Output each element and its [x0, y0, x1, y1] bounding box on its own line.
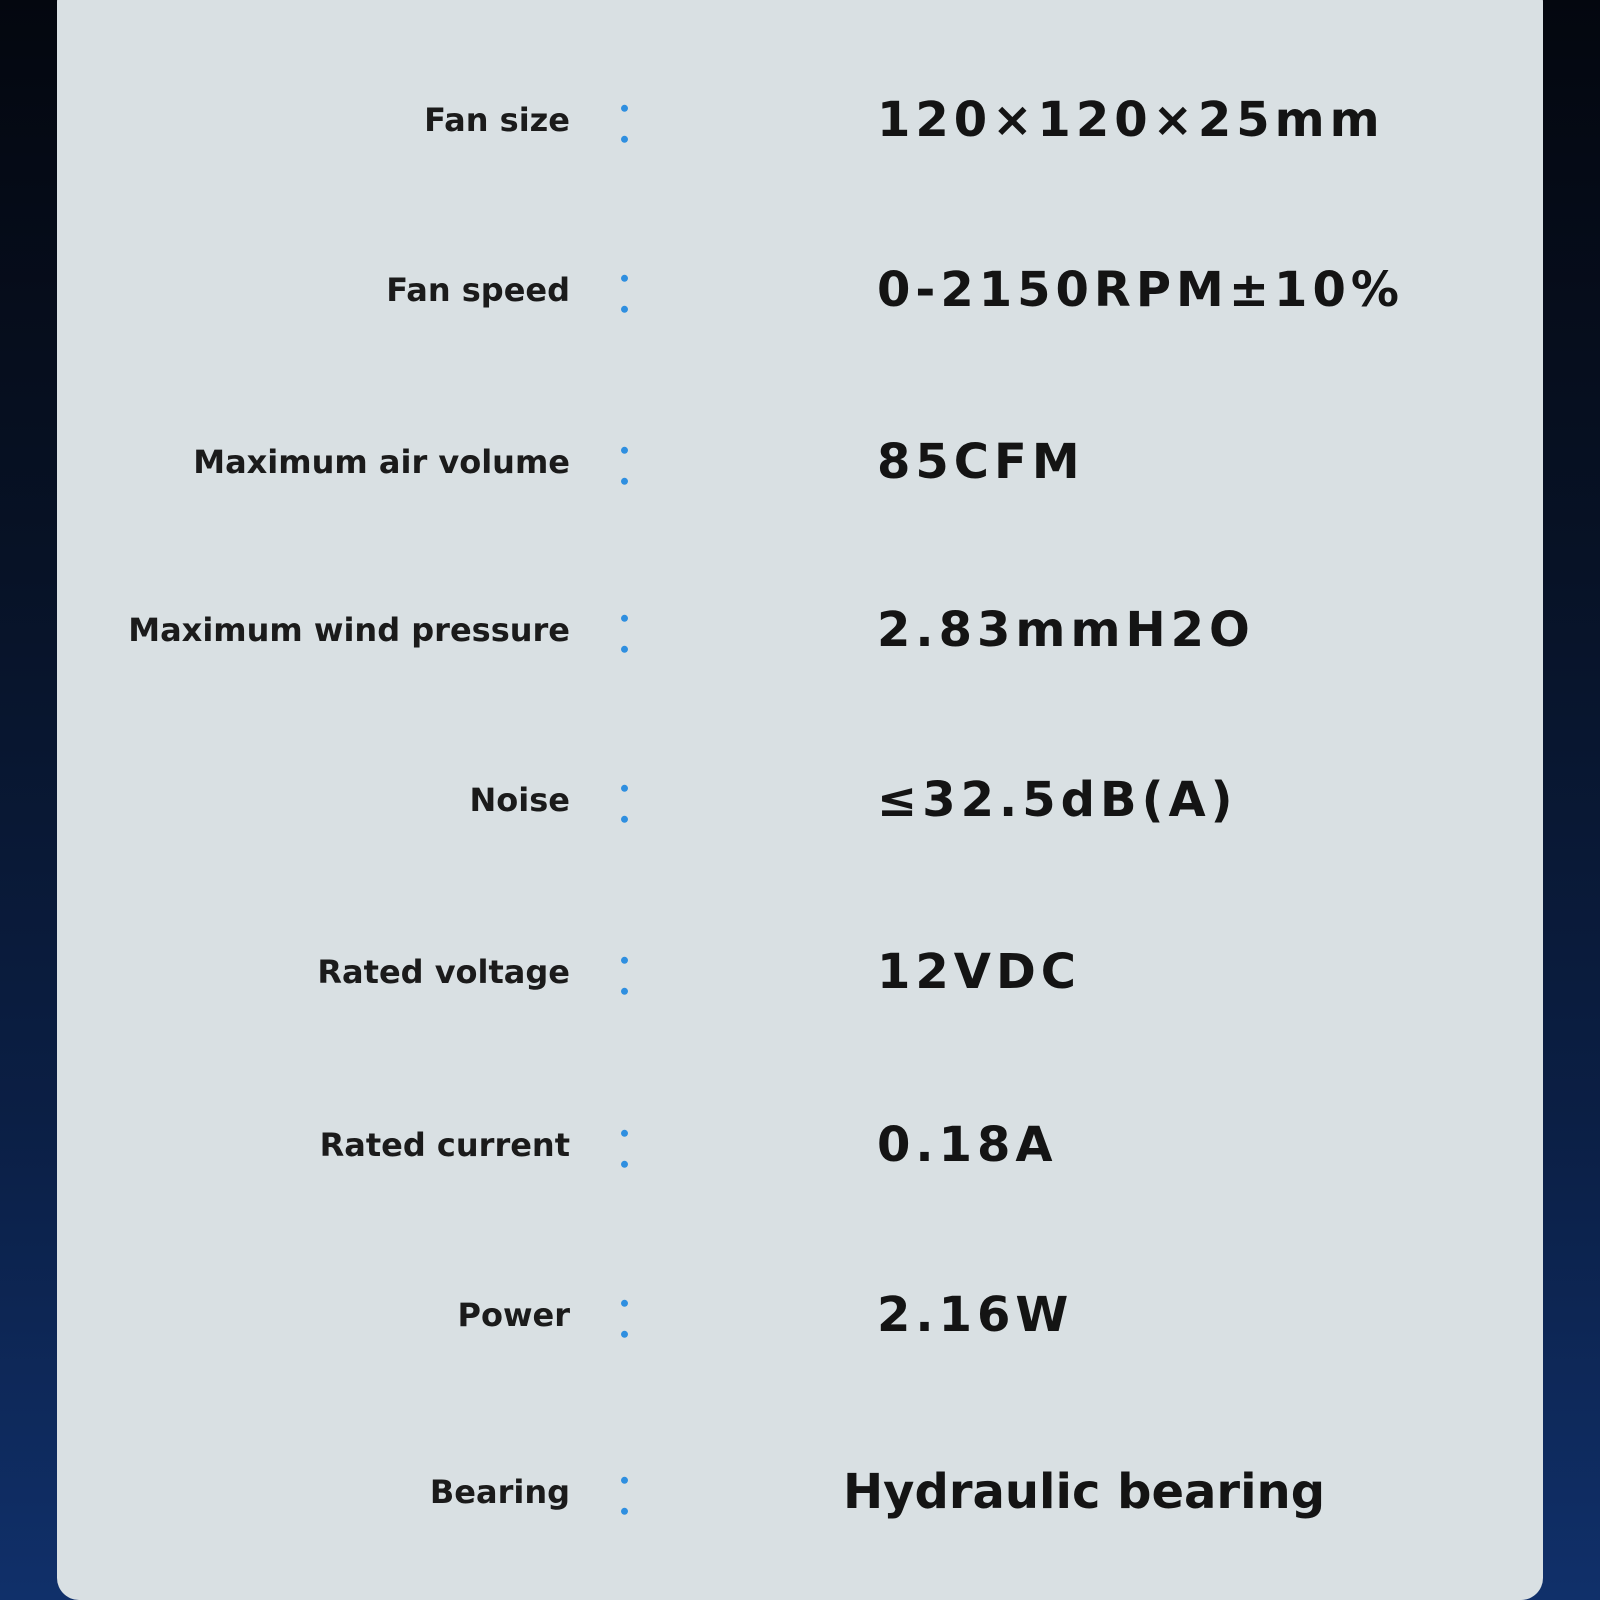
spec-row-rated-voltage [0, 912, 1600, 1032]
spec-row-fan-size [0, 60, 1600, 180]
colon-separator [621, 785, 629, 823]
colon-separator [621, 1300, 629, 1338]
spec-label: Noise [469, 781, 570, 819]
spec-row-fan-speed [0, 230, 1600, 350]
spec-value: 0.18A [877, 1117, 1058, 1173]
spec-label: Bearing [429, 1473, 570, 1511]
spec-label: Maximum wind pressure [128, 611, 570, 649]
colon-separator [621, 447, 629, 485]
spec-label: Rated voltage [317, 953, 570, 991]
spec-row-power [0, 1255, 1600, 1375]
spec-row-bearing [0, 1432, 1600, 1552]
spec-row-max-wind-pressure [0, 570, 1600, 690]
colon-separator [621, 1130, 629, 1168]
colon-separator [621, 957, 629, 995]
colon-separator [621, 615, 629, 653]
spec-row-rated-current [0, 1085, 1600, 1205]
spec-value: 85CFM [877, 434, 1085, 490]
spec-label: Rated current [319, 1126, 570, 1164]
spec-value: 2.83mmH2O [877, 602, 1255, 658]
spec-label: Fan speed [386, 271, 570, 309]
colon-separator [621, 105, 629, 143]
colon-separator [621, 1477, 629, 1515]
spec-label: Maximum air volume [193, 443, 570, 481]
spec-value: 120×120×25mm [877, 92, 1385, 148]
spec-value: Hydraulic bearing [843, 1464, 1326, 1520]
spec-value: ≤32.5dB(A) [877, 772, 1238, 828]
spec-row-noise [0, 740, 1600, 860]
spec-value: 0-2150RPM±10% [877, 262, 1404, 318]
spec-label: Fan size [424, 101, 570, 139]
spec-value: 2.16W [877, 1287, 1074, 1343]
spec-row-max-air-volume [0, 402, 1600, 522]
spec-value: 12VDC [877, 944, 1082, 1000]
colon-separator [621, 275, 629, 313]
spec-label: Power [457, 1296, 570, 1334]
